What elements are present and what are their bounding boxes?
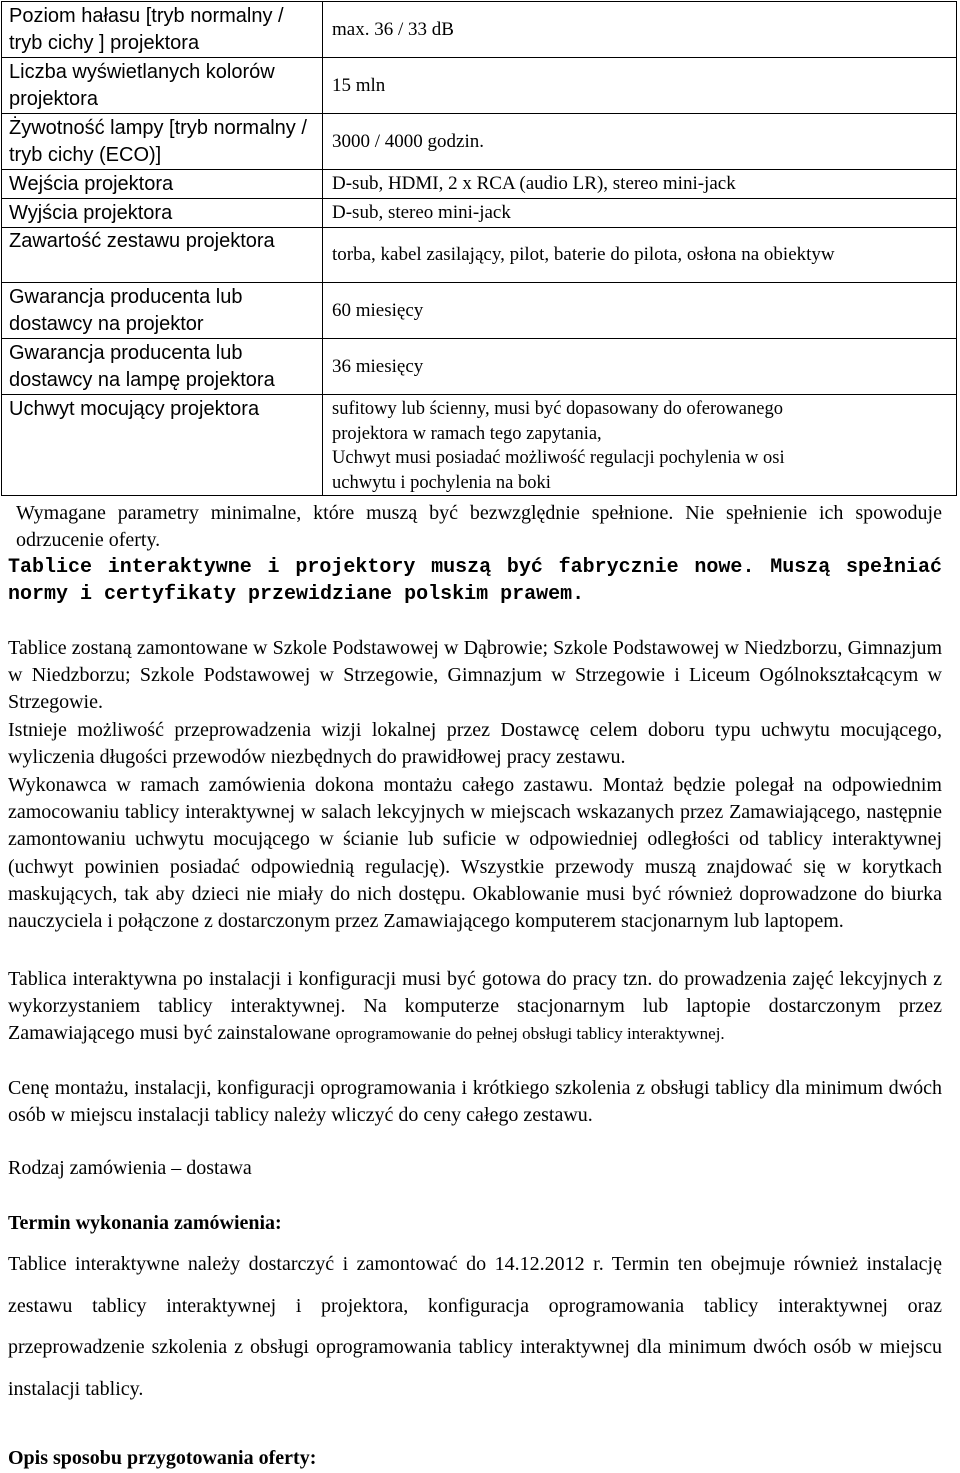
spec-value-multiline — [323, 395, 957, 496]
assembly-text: Wykonawca w ramach zamówienia dokona montażu całego zastawu. Montaż będzie polegał na odpowiednim zamocowaniu tablicy interaktywnej w salach lekcyjnych w miejscach wskazanych przez Zamawiającego, następnie zamontowaniu uchwytu mocującego w ścianie lub suficie w odpowiedniej odległości od tablicy interaktywnej (uchwyt powinien posiadać odpowiednią regulację). Wszystkie przewody muszą znajdować się w korytkach maskujących, tak aby dzieci nie miały do nich dostępu. Okablowanie musi być również doprowadzone do biurka nauczyciela i połączone z dostarczonym przez Zamawiającego komputerem stacjonarnym lub laptopem. — [8, 774, 942, 933]
spec-row-projector-warranty — [2, 283, 957, 339]
spec-value: 36 miesięcy — [323, 339, 957, 395]
spec-row-inputs — [2, 170, 957, 199]
spec-value: torba, kabel zasilający, pilot, baterie do pilota, osłona na obiektyw — [323, 228, 957, 283]
spec-value: D-sub, HDMI, 2 x RCA (audio LR), stereo mini-jack — [323, 170, 957, 199]
price-note: Cenę montażu, instalacji, konfiguracji oprogramowania i krótkiego szkolenia z obsługi tablicy dla minimum dwóch osób w miejscu instalacji tablicy należy wliczyć do ceny całego zestawu. — [8, 1077, 942, 1127]
spec-value: 15 mln — [323, 58, 957, 114]
projector-spec-table — [1, 1, 957, 496]
spec-label: Wejścia projektora — [2, 170, 323, 199]
spec-value: 60 miesięcy — [323, 283, 957, 339]
deadline-text: Tablice interaktywne należy dostarczyć i zamontować do 14.12.2012 r. Termin ten obejmuje również instalację zestawu tablicy interaktywnej i projektora, konfiguracja oprogramowania tablicy interaktywnej oraz przeprowadzenie szkolenia z obsługi oprogramowania tablicy interaktywnej dla minimum dwóch osób w miejscu instalacji tablicy. — [8, 1253, 942, 1400]
requirements-bold-text: Tablice interaktywne i projektory muszą być fabrycznie nowe. Muszą spełniać normy i certyfikaty przewidziane polskim prawem. — [8, 556, 942, 606]
spec-row-contents — [2, 228, 957, 283]
spec-label: Gwarancja producenta lub dostawcy na lampę projektora — [2, 339, 323, 395]
spec-value: D-sub, stereo mini-jack — [323, 199, 957, 228]
readiness-text — [8, 966, 942, 1048]
deadline-heading: Termin wykonania zamówienia: — [8, 1212, 282, 1234]
spec-label: Liczba wyświetlanych kolorów projektora — [2, 58, 323, 114]
spec-row-mount — [2, 395, 957, 496]
installation-locations: Tablice zostaną zamontowane w Szkole Podstawowej w Dąbrowie; Szkole Podstawowej w Niedzborzu, Gimnazjum w Niedzborzu; Szkole Podstawowej w Strzegowie, Gimnazjum w Strzegowie i Liceum Ogólnokształcącym w Strzegowie. — [8, 637, 942, 714]
readiness-main: Tablica interaktywna po instalacji i konfiguracji musi być gotowa do pracy tzn. do prowadzenia zajęć lekcyjnych z wykorzystaniem tablicy interaktywnej. Na komputerze stacjonarnym lub laptopie dostarczonym przez Zamawiającego musi być zainstalowane — [8, 968, 942, 1045]
spec-row-outputs — [2, 199, 957, 228]
spec-value: 3000 / 4000 godzin. — [323, 114, 957, 170]
spec-value-line: uchwytu i pochylenia na boki — [332, 472, 551, 493]
spec-value-line: sufitowy lub ścienny, musi być dopasowany do oferowanego — [332, 399, 783, 419]
spec-label: Wyjścia projektora — [2, 199, 323, 228]
spec-label: Poziom hałasu [tryb normalny / tryb cichy ] projektora — [2, 2, 323, 58]
offer-heading: Opis sposobu przygotowania oferty: — [8, 1447, 317, 1469]
spec-label: Gwarancja producenta lub dostawcy na projektor — [2, 283, 323, 339]
spec-label: Zawartość zestawu projektora — [2, 228, 323, 283]
requirements-text: Wymagane parametry minimalne, które muszą być bezwzględnie spełnione. Nie spełnienie ich spowoduje odrzucenie oferty. — [16, 502, 942, 552]
order-type: Rodzaj zamówienia – dostawa — [8, 1157, 252, 1179]
spec-row-noise — [2, 2, 957, 58]
spec-row-colors — [2, 58, 957, 114]
spec-value: max. 36 / 33 dB — [323, 2, 957, 58]
spec-label: Uchwyt mocujący projektora — [2, 395, 323, 496]
spec-value-line: projektora w ramach tego zapytania, — [332, 423, 602, 444]
spec-row-lamp-life — [2, 114, 957, 170]
readiness-small: oprogramowanie do pełnej obsługi tablicy interaktywnej. — [335, 1024, 725, 1044]
spec-value-line: Uchwyt musi posiadać możliwość regulacji pochylenia w osi — [332, 448, 785, 468]
site-visit-text: Istnieje możliwość przeprowadzenia wizji lokalnej przez Dostawcę celem doboru typu uchwytu mocującego, wyliczenia długości przewodów niezbędnych do prawidłowej pracy zestawu. — [8, 719, 942, 769]
spec-row-lamp-warranty — [2, 339, 957, 395]
spec-label: Żywotność lampy [tryb normalny / tryb cichy (ECO)] — [2, 114, 323, 170]
